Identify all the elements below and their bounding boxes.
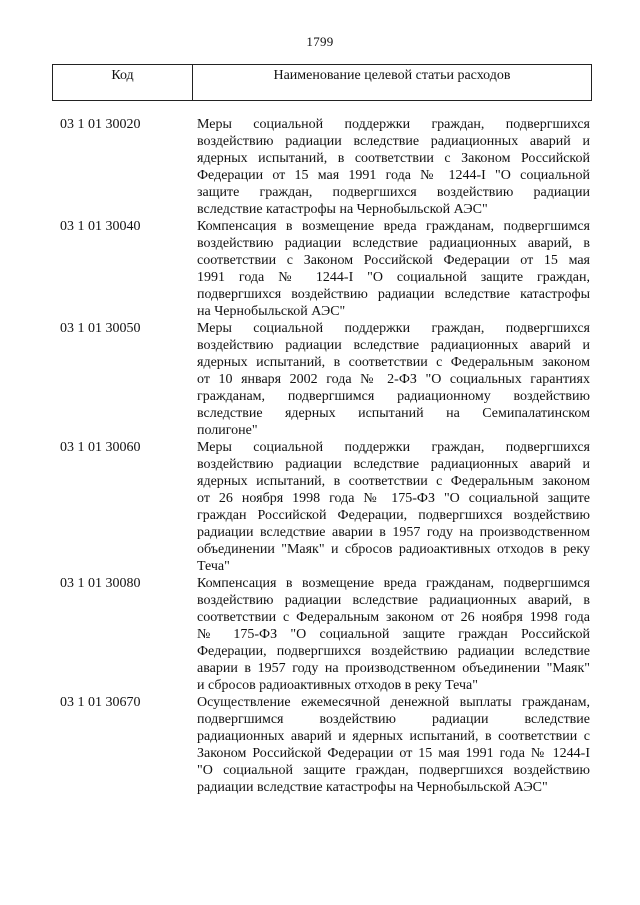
text-line: Законом Российской Федерации от 15 мая 1991 года № 1244-I <box>197 746 590 761</box>
table-row <box>60 320 590 439</box>
text-line: защите граждан, подвергшихся воздействию радиации <box>197 185 590 200</box>
text-line: "О социальной защите граждан, подвергшихся воздействию <box>197 763 590 778</box>
text-line: ядерных испытаний, в соответствии с Федеральным законом <box>197 474 590 489</box>
target-article-name <box>197 116 590 218</box>
text-line: ядерных испытаний, в соответствии с Законом Российской <box>197 151 590 166</box>
text-line: Осуществление ежемесячной денежной выплаты гражданам, <box>197 695 590 710</box>
text-line: воздействию радиации вследствие радиационных аварий и <box>197 338 590 353</box>
text-line: от 26 ноября 1998 года № 175-ФЗ "О социальной защите <box>197 491 590 506</box>
text-line: объединении "Маяк" и сбросов радиоактивных отходов в реку <box>197 542 590 557</box>
text-line: соответствии с Федеральным законом от 26 ноября 1998 года <box>197 610 590 625</box>
text-line: № 175-ФЗ "О социальной защите граждан Российской <box>197 627 590 642</box>
text-line: подвергшихся воздействию радиации вследствие катастрофы <box>197 287 590 302</box>
table-row <box>60 439 590 575</box>
text-line: Теча" <box>197 559 230 574</box>
text-line: полигоне" <box>197 423 258 438</box>
target-article-name <box>197 320 590 439</box>
table-row <box>60 694 590 796</box>
text-line: Компенсация в возмещение вреда гражданам, подвергшимся <box>197 576 590 591</box>
target-article-code: 03 1 01 30060 <box>60 440 141 455</box>
text-line: подвергшимся воздействию радиации вследствие <box>197 712 590 727</box>
text-line: Меры социальной поддержки граждан, подвергшихся <box>197 321 590 336</box>
table-row <box>60 218 590 320</box>
target-article-code: 03 1 01 30050 <box>60 321 141 336</box>
target-article-name <box>197 575 590 694</box>
text-line: Федерации от 15 мая 1991 года № 1244-I "О социальной <box>197 168 590 183</box>
target-article-code: 03 1 01 30020 <box>60 117 141 132</box>
text-line: воздействию радиации вследствие радиационных аварий, в <box>197 593 590 608</box>
target-article-name <box>197 694 590 796</box>
text-line: 1991 года № 1244-I "О социальной защите граждан, <box>197 270 590 285</box>
text-line: радиационных аварий и ядерных испытаний, в соответствии с <box>197 729 590 744</box>
target-article-code: 03 1 01 30080 <box>60 576 141 591</box>
text-line: радиации вследствие катастрофы на Чернобыльской АЭС" <box>197 780 548 795</box>
text-line: от 10 января 2002 года № 2-ФЗ "О социальных гарантиях <box>197 372 590 387</box>
column-header-code: Код <box>53 65 193 100</box>
text-line: ядерных испытаний, в соответствии с Федеральным законом <box>197 355 590 370</box>
text-line: воздействию радиации вследствие радиационных аварий и <box>197 457 590 472</box>
text-line: вследствие катастрофы на Чернобыльской АЭС" <box>197 202 488 217</box>
text-line: воздействию радиации вследствие радиационных аварий и <box>197 134 590 149</box>
page-number: 1799 <box>306 34 334 49</box>
target-article-code: 03 1 01 30670 <box>60 695 141 710</box>
table-row <box>60 575 590 694</box>
text-line: вследствие ядерных испытаний на Семипалатинском <box>197 406 590 421</box>
column-header-name: Наименование целевой статьи расходов <box>273 68 511 83</box>
target-article-name <box>197 439 590 575</box>
target-article-code: 03 1 01 30040 <box>60 219 141 234</box>
text-line: Федерации, подвергшихся воздействию радиации вследствие <box>197 644 590 659</box>
text-line: Меры социальной поддержки граждан, подвергшихся <box>197 117 590 132</box>
text-line: воздействию радиации вследствие радиационных аварий, в <box>197 236 590 251</box>
table-row <box>60 116 590 218</box>
table-header <box>52 64 592 101</box>
text-line: аварии в 1957 году на производственном объединении "Маяк" <box>197 661 590 676</box>
text-line: граждан Российской Федерации, подвергшихся воздействию <box>197 508 590 523</box>
text-line: и сбросов радиоактивных отходов в реку Теча" <box>197 678 478 693</box>
table-body <box>60 116 590 796</box>
text-line: соответствии с Законом Российской Федерации от 15 мая <box>197 253 590 268</box>
text-line: гражданам, подвергшимся радиационному воздействию <box>197 389 590 404</box>
text-line: радиации вследствие аварии в 1957 году на производственном <box>197 525 590 540</box>
text-line: на Чернобыльской АЭС" <box>197 304 346 319</box>
text-line: Меры социальной поддержки граждан, подвергшихся <box>197 440 590 455</box>
target-article-name <box>197 218 590 320</box>
text-line: Компенсация в возмещение вреда гражданам, подвергшимся <box>197 219 590 234</box>
